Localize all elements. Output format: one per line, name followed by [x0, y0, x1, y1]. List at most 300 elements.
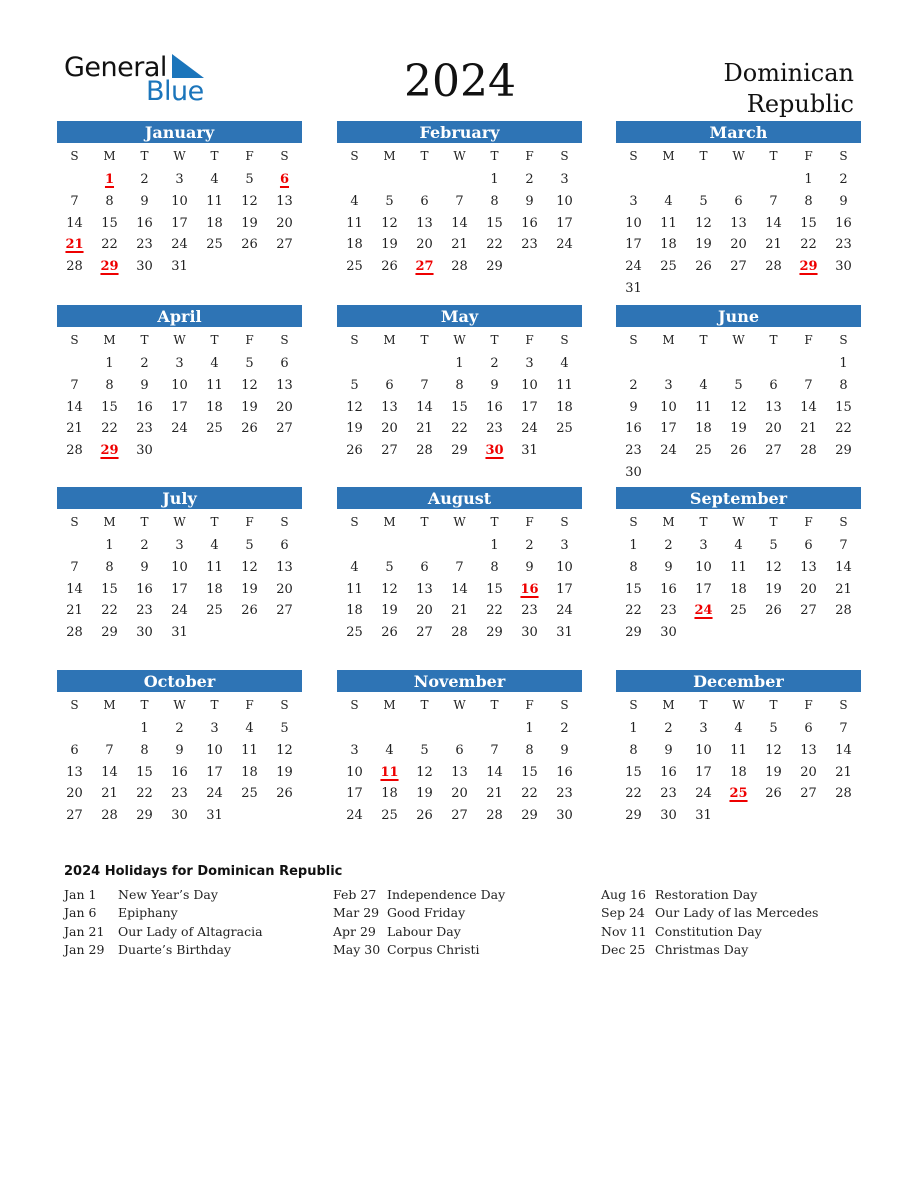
- day-cell: 19: [381, 237, 398, 253]
- holiday-name: Labour Day: [387, 923, 461, 939]
- day-cell: 20: [800, 581, 817, 597]
- holiday-name: Duarte’s Birthday: [118, 941, 232, 957]
- weekday-label: M: [103, 698, 116, 712]
- empty-day-cell: [616, 353, 651, 375]
- day-cell: 6: [804, 538, 813, 553]
- day-cell: 23: [171, 786, 188, 802]
- day-cell: 4: [385, 742, 394, 758]
- weekday-label: W: [173, 149, 186, 163]
- day-cell: 5: [245, 538, 254, 553]
- month-day-grid: [57, 143, 302, 278]
- day-cell: 16: [521, 215, 538, 231]
- day-cell: 22: [800, 237, 817, 253]
- day-cell: 21: [66, 421, 83, 437]
- month-april: [57, 305, 302, 462]
- empty-day-cell: [57, 535, 92, 557]
- weekday-label: W: [173, 333, 186, 347]
- day-cell: 22: [625, 603, 642, 619]
- day-cell: 14: [66, 581, 83, 597]
- day-cell: 14: [451, 215, 468, 231]
- day-cell: 19: [765, 764, 782, 780]
- day-cell: 26: [241, 421, 258, 437]
- day-cell: 14: [800, 399, 817, 415]
- empty-day-cell: [721, 169, 756, 191]
- day-cell: 7: [769, 193, 778, 209]
- holiday-day-cell: 24: [694, 603, 713, 619]
- empty-day-cell: [756, 353, 791, 375]
- holiday-name: Our Lady of las Mercedes: [655, 905, 819, 921]
- holiday-day-cell: 11: [380, 764, 399, 780]
- day-cell: 24: [625, 259, 642, 275]
- day-cell: 13: [66, 764, 83, 780]
- holiday-item: [601, 941, 818, 959]
- holiday-date: Mar 29: [333, 905, 380, 921]
- day-cell: 21: [835, 764, 852, 780]
- holiday-day-cell: 29: [100, 443, 119, 459]
- holiday-item: [601, 904, 818, 922]
- day-cell: 14: [835, 742, 852, 758]
- weekday-label: T: [699, 149, 708, 163]
- weekday-label: T: [420, 698, 429, 712]
- day-cell: 6: [420, 193, 429, 209]
- day-cell: 26: [346, 443, 363, 459]
- empty-day-cell: [57, 353, 92, 375]
- day-cell: 4: [350, 559, 359, 575]
- day-cell: 16: [660, 764, 677, 780]
- day-cell: 4: [664, 193, 673, 209]
- day-cell: 12: [381, 215, 398, 231]
- day-cell: 29: [521, 808, 538, 824]
- day-cell: 8: [490, 559, 499, 575]
- day-cell: 30: [171, 808, 188, 824]
- day-cell: 8: [105, 377, 114, 393]
- day-cell: 24: [556, 603, 573, 619]
- day-cell: 9: [140, 193, 149, 209]
- weekday-label: S: [70, 698, 79, 712]
- day-cell: 19: [276, 764, 293, 780]
- holiday-day-cell: 16: [520, 581, 539, 597]
- empty-day-cell: [686, 169, 721, 191]
- empty-day-cell: [721, 353, 756, 375]
- day-cell: 12: [241, 559, 258, 575]
- weekday-label: S: [350, 698, 359, 712]
- day-cell: 15: [486, 215, 503, 231]
- day-cell: 20: [276, 581, 293, 597]
- day-cell: 25: [346, 625, 363, 641]
- day-cell: 23: [556, 786, 573, 802]
- holiday-date: Jan 21: [64, 923, 105, 939]
- day-cell: 3: [210, 721, 219, 736]
- holiday-name: Good Friday: [387, 905, 466, 921]
- weekday-label: F: [804, 698, 813, 712]
- day-cell: 18: [206, 399, 223, 415]
- day-cell: 3: [350, 742, 359, 758]
- weekday-label: T: [210, 149, 219, 163]
- day-cell: 1: [490, 172, 499, 187]
- day-cell: 11: [556, 377, 573, 393]
- day-cell: 8: [140, 742, 149, 758]
- day-cell: 24: [660, 443, 677, 459]
- holiday-date: Aug 16: [601, 887, 646, 902]
- day-cell: 26: [241, 237, 258, 253]
- day-cell: 25: [695, 443, 712, 459]
- day-cell: 11: [206, 377, 223, 393]
- month-day-grid: [337, 509, 582, 644]
- day-cell: 22: [625, 786, 642, 802]
- weekday-label: T: [140, 515, 149, 529]
- day-cell: 27: [800, 786, 817, 802]
- holiday-item: [601, 923, 818, 941]
- weekday-label: M: [383, 149, 396, 163]
- month-december: [616, 670, 861, 827]
- day-cell: 27: [416, 625, 433, 641]
- day-cell: 12: [765, 742, 782, 758]
- day-cell: 22: [835, 421, 852, 437]
- day-cell: 31: [171, 625, 188, 641]
- empty-day-cell: [791, 353, 826, 375]
- month-header: July: [57, 487, 302, 509]
- day-cell: 21: [451, 603, 468, 619]
- day-cell: 10: [206, 742, 223, 758]
- weekday-label: T: [210, 698, 219, 712]
- month-september: [616, 487, 861, 644]
- weekday-label: W: [453, 698, 466, 712]
- day-cell: 27: [276, 421, 293, 437]
- weekday-label: F: [245, 333, 254, 347]
- weekday-label: M: [383, 333, 396, 347]
- weekday-label: S: [839, 698, 848, 712]
- day-cell: 2: [560, 721, 569, 736]
- day-cell: 26: [416, 808, 433, 824]
- weekday-label: W: [732, 698, 745, 712]
- day-cell: 2: [525, 172, 534, 187]
- day-cell: 17: [695, 764, 712, 780]
- day-cell: 10: [346, 764, 363, 780]
- weekday-label: W: [453, 333, 466, 347]
- day-cell: 16: [136, 215, 153, 231]
- day-cell: 9: [140, 377, 149, 393]
- day-cell: 22: [101, 421, 118, 437]
- month-header: April: [57, 305, 302, 327]
- weekday-label: F: [804, 333, 813, 347]
- day-cell: 11: [241, 742, 258, 758]
- day-cell: 8: [455, 377, 464, 393]
- month-day-grid: [57, 692, 302, 827]
- weekday-label: F: [525, 333, 534, 347]
- day-cell: 21: [765, 237, 782, 253]
- day-cell: 18: [730, 581, 747, 597]
- month-header: May: [337, 305, 582, 327]
- day-cell: 13: [451, 764, 468, 780]
- empty-day-cell: [686, 353, 721, 375]
- weekday-label: W: [732, 333, 745, 347]
- day-cell: 19: [241, 215, 258, 231]
- weekday-label: T: [420, 333, 429, 347]
- holiday-name: Christmas Day: [655, 941, 749, 957]
- weekday-label: S: [839, 515, 848, 529]
- day-cell: 28: [835, 603, 852, 619]
- holiday-item: [64, 886, 263, 904]
- day-cell: 13: [765, 399, 782, 415]
- calendar-year-title: 2024: [404, 56, 516, 107]
- holiday-day-cell: 6: [279, 172, 290, 187]
- empty-day-cell: [57, 169, 92, 191]
- day-cell: 7: [70, 193, 79, 209]
- weekday-label: S: [280, 149, 289, 163]
- month-july: [57, 487, 302, 644]
- day-cell: 9: [525, 193, 534, 209]
- day-cell: 23: [136, 237, 153, 253]
- day-cell: 31: [556, 625, 573, 641]
- month-november: [337, 670, 582, 827]
- day-cell: 7: [70, 559, 79, 575]
- day-cell: 2: [175, 721, 184, 736]
- day-cell: 26: [730, 443, 747, 459]
- day-cell: 16: [486, 399, 503, 415]
- day-cell: 2: [629, 377, 638, 393]
- weekday-label: T: [769, 515, 778, 529]
- day-cell: 4: [560, 356, 569, 371]
- day-cell: 12: [695, 215, 712, 231]
- weekday-label: S: [560, 698, 569, 712]
- weekday-label: S: [629, 149, 638, 163]
- day-cell: 20: [381, 421, 398, 437]
- day-cell: 18: [206, 215, 223, 231]
- weekday-label: T: [140, 698, 149, 712]
- empty-day-cell: [337, 353, 372, 375]
- weekday-label: T: [769, 149, 778, 163]
- day-cell: 22: [101, 603, 118, 619]
- empty-day-cell: [442, 535, 477, 557]
- day-cell: 5: [699, 193, 708, 209]
- month-day-grid: [57, 509, 302, 644]
- day-cell: 26: [276, 786, 293, 802]
- day-cell: 8: [629, 559, 638, 575]
- day-cell: 3: [175, 538, 184, 553]
- day-cell: 2: [140, 172, 149, 187]
- day-cell: 7: [490, 742, 499, 758]
- day-cell: 14: [66, 399, 83, 415]
- day-cell: 31: [171, 259, 188, 275]
- day-cell: 22: [101, 237, 118, 253]
- day-cell: 7: [70, 377, 79, 393]
- day-cell: 15: [451, 399, 468, 415]
- holiday-day-cell: 29: [799, 259, 818, 275]
- day-cell: 24: [346, 808, 363, 824]
- generalblue-logo: [64, 52, 214, 108]
- weekday-label: S: [629, 333, 638, 347]
- holiday-list: [64, 864, 864, 957]
- day-cell: 13: [800, 742, 817, 758]
- day-cell: 9: [175, 742, 184, 758]
- day-cell: 22: [521, 786, 538, 802]
- day-cell: 16: [171, 764, 188, 780]
- day-cell: 6: [420, 559, 429, 575]
- day-cell: 14: [416, 399, 433, 415]
- month-day-grid: [616, 692, 861, 827]
- day-cell: 21: [416, 421, 433, 437]
- day-cell: 20: [416, 603, 433, 619]
- day-cell: 6: [804, 721, 813, 736]
- day-cell: 13: [381, 399, 398, 415]
- day-cell: 29: [835, 443, 852, 459]
- day-cell: 15: [101, 215, 118, 231]
- day-cell: 27: [451, 808, 468, 824]
- day-cell: 28: [835, 786, 852, 802]
- month-day-grid: [57, 327, 302, 462]
- weekday-label: W: [173, 515, 186, 529]
- month-header: November: [337, 670, 582, 692]
- day-cell: 4: [245, 721, 254, 736]
- day-cell: 20: [416, 237, 433, 253]
- holiday-date: Jan 1: [64, 887, 97, 902]
- day-cell: 17: [171, 399, 188, 415]
- day-cell: 4: [210, 356, 219, 371]
- day-cell: 17: [171, 215, 188, 231]
- weekday-label: S: [70, 333, 79, 347]
- day-cell: 7: [839, 538, 848, 553]
- day-cell: 1: [525, 721, 534, 736]
- day-cell: 13: [800, 559, 817, 575]
- weekday-label: T: [699, 515, 708, 529]
- day-cell: 21: [451, 237, 468, 253]
- weekday-label: F: [245, 149, 254, 163]
- day-cell: 3: [664, 377, 673, 393]
- day-cell: 5: [734, 377, 743, 393]
- day-cell: 31: [625, 280, 642, 296]
- day-cell: 28: [486, 808, 503, 824]
- day-cell: 6: [280, 538, 289, 553]
- weekday-label: T: [210, 333, 219, 347]
- weekday-label: T: [699, 333, 708, 347]
- day-cell: 14: [835, 559, 852, 575]
- day-cell: 1: [804, 172, 813, 187]
- day-cell: 30: [625, 464, 642, 480]
- day-cell: 27: [276, 603, 293, 619]
- day-cell: 18: [695, 421, 712, 437]
- day-cell: 23: [660, 603, 677, 619]
- day-cell: 17: [346, 786, 363, 802]
- weekday-label: F: [245, 698, 254, 712]
- day-cell: 28: [101, 808, 118, 824]
- day-cell: 24: [521, 421, 538, 437]
- day-cell: 29: [486, 259, 503, 275]
- month-day-grid: [337, 143, 582, 278]
- day-cell: 10: [556, 559, 573, 575]
- day-cell: 6: [455, 742, 464, 758]
- day-cell: 7: [105, 742, 114, 758]
- day-cell: 29: [486, 625, 503, 641]
- holiday-item: [64, 904, 263, 922]
- day-cell: 10: [695, 559, 712, 575]
- weekday-label: M: [662, 698, 675, 712]
- weekday-label: T: [210, 515, 219, 529]
- day-cell: 7: [455, 559, 464, 575]
- day-cell: 17: [660, 421, 677, 437]
- weekday-label: F: [525, 149, 534, 163]
- day-cell: 6: [280, 356, 289, 371]
- day-cell: 18: [206, 581, 223, 597]
- month-header: September: [616, 487, 861, 509]
- day-cell: 19: [765, 581, 782, 597]
- day-cell: 1: [105, 356, 114, 371]
- weekday-label: M: [383, 515, 396, 529]
- day-cell: 30: [136, 259, 153, 275]
- day-cell: 26: [765, 786, 782, 802]
- holiday-date: May 30: [333, 941, 381, 957]
- day-cell: 11: [730, 742, 747, 758]
- day-cell: 1: [629, 721, 638, 736]
- day-cell: 24: [171, 237, 188, 253]
- day-cell: 2: [525, 538, 534, 553]
- day-cell: 23: [136, 421, 153, 437]
- day-cell: 23: [521, 603, 538, 619]
- holiday-date: Dec 25: [601, 941, 646, 957]
- holiday-item: [333, 923, 505, 941]
- day-cell: 14: [486, 764, 503, 780]
- month-day-grid: [337, 692, 582, 827]
- day-cell: 9: [140, 559, 149, 575]
- day-cell: 10: [660, 399, 677, 415]
- day-cell: 31: [695, 808, 712, 824]
- day-cell: 27: [381, 443, 398, 459]
- day-cell: 24: [206, 786, 223, 802]
- weekday-label: S: [839, 333, 848, 347]
- weekday-label: S: [70, 149, 79, 163]
- month-header: February: [337, 121, 582, 143]
- day-cell: 30: [835, 259, 852, 275]
- month-february: [337, 121, 582, 278]
- weekday-label: F: [525, 515, 534, 529]
- day-cell: 18: [660, 237, 677, 253]
- day-cell: 5: [385, 193, 394, 209]
- day-cell: 14: [451, 581, 468, 597]
- day-cell: 12: [241, 193, 258, 209]
- weekday-label: T: [769, 333, 778, 347]
- day-cell: 1: [140, 721, 149, 736]
- empty-day-cell: [651, 169, 686, 191]
- month-october: [57, 670, 302, 827]
- day-cell: 4: [210, 172, 219, 187]
- day-cell: 30: [556, 808, 573, 824]
- day-cell: 10: [625, 215, 642, 231]
- holiday-item: [333, 941, 505, 959]
- holiday-date: Apr 29: [333, 923, 376, 939]
- weekday-label: S: [560, 149, 569, 163]
- day-cell: 10: [171, 193, 188, 209]
- holiday-name: Restoration Day: [655, 887, 758, 902]
- country-line-2: Republic: [746, 90, 854, 118]
- day-cell: 26: [381, 259, 398, 275]
- holiday-day-cell: 25: [729, 786, 748, 802]
- empty-day-cell: [372, 353, 407, 375]
- day-cell: 23: [521, 237, 538, 253]
- day-cell: 12: [416, 764, 433, 780]
- day-cell: 26: [695, 259, 712, 275]
- month-day-grid: [616, 143, 861, 300]
- day-cell: 14: [101, 764, 118, 780]
- day-cell: 8: [525, 742, 534, 758]
- day-cell: 17: [556, 215, 573, 231]
- day-cell: 13: [730, 215, 747, 231]
- day-cell: 25: [381, 808, 398, 824]
- day-cell: 19: [695, 237, 712, 253]
- day-cell: 27: [66, 808, 83, 824]
- day-cell: 16: [660, 581, 677, 597]
- day-cell: 25: [730, 603, 747, 619]
- holiday-column-3: [601, 886, 818, 959]
- day-cell: 21: [486, 786, 503, 802]
